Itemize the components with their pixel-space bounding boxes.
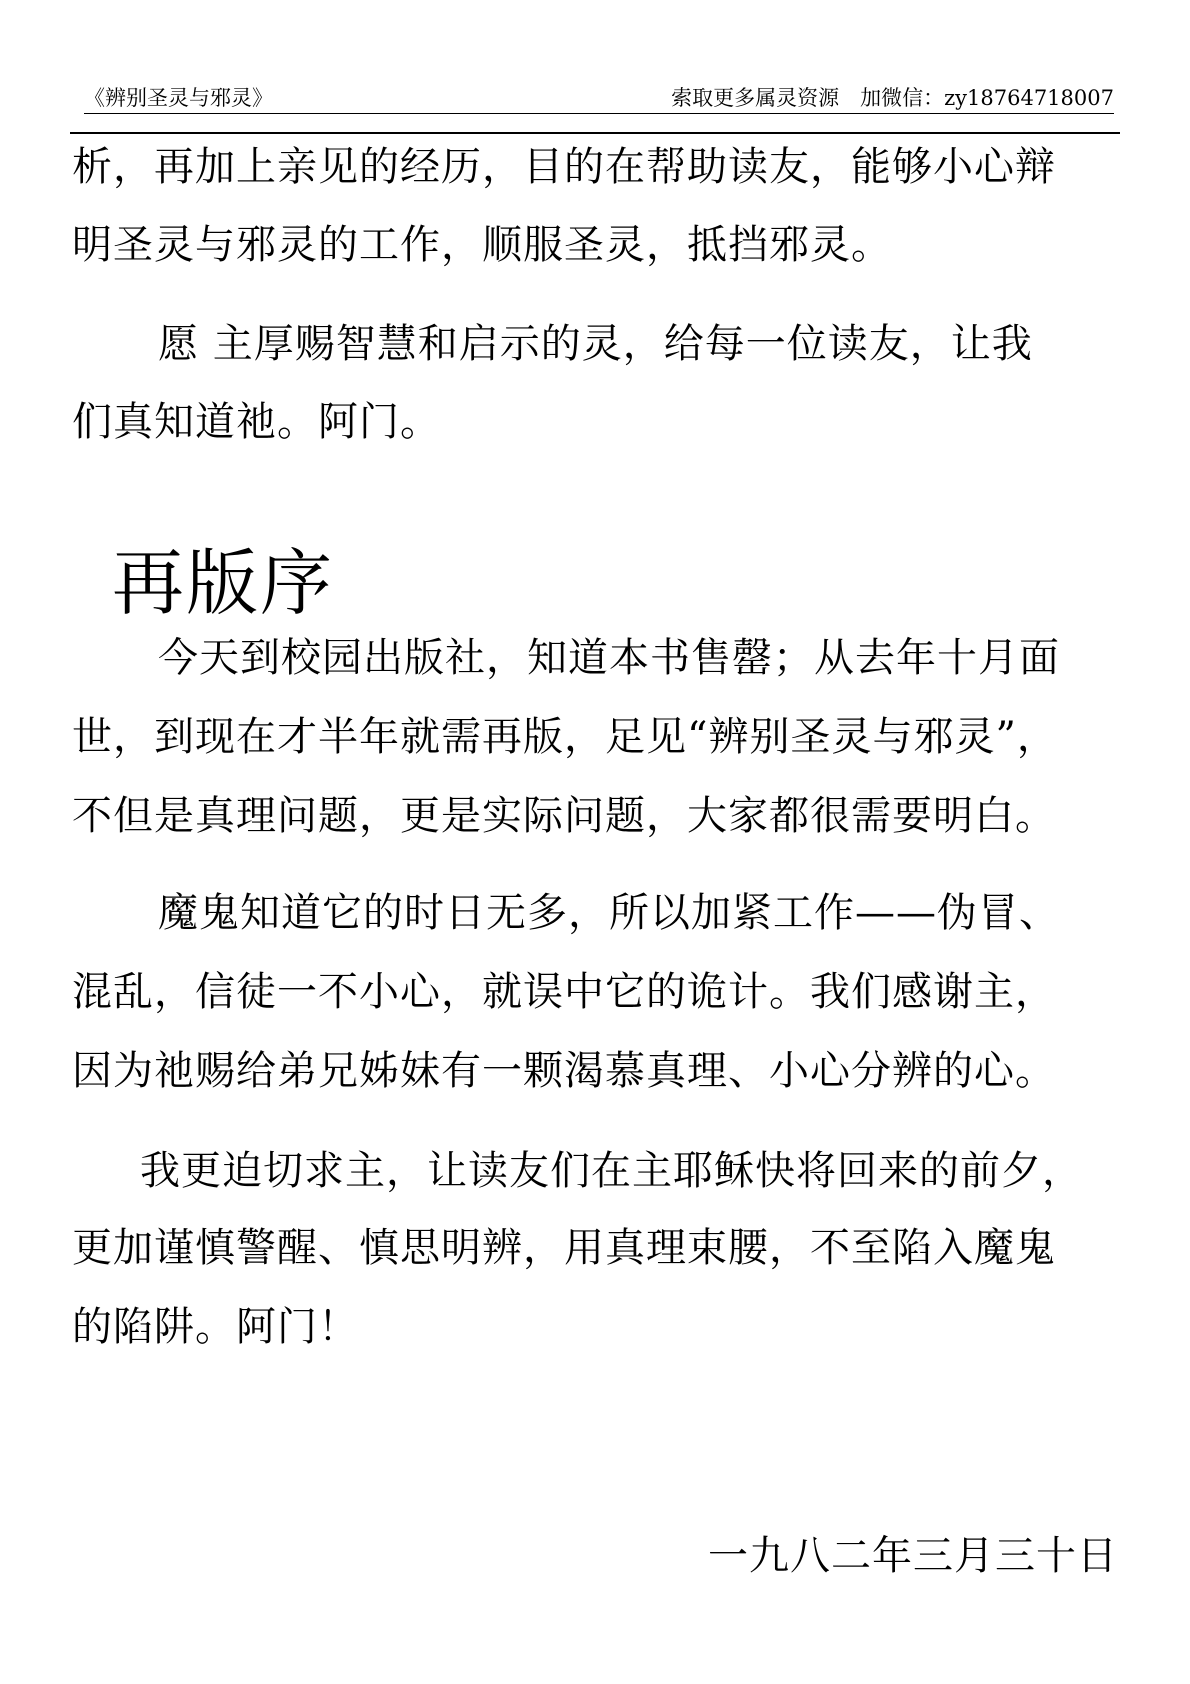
section-title: 再版序 <box>112 541 335 625</box>
header-book-title: 《辨别圣灵与邪灵》 <box>84 86 273 110</box>
paragraph-1-line-1: 析，再加上亲见的经历，目的在帮助读友，能够小心辩 <box>72 144 1056 190</box>
paragraph-5-line-2: 更加谨慎警醒、慎思明辨，用真理束腰，不至陷入魔鬼 <box>72 1225 1056 1271</box>
paragraph-4-line-2: 混乱，信徒一不小心，就误中它的诡计。我们感谢主， <box>72 969 1056 1015</box>
paragraph-3-line-2: 世，到现在才半年就需再版，足见“辨别圣灵与邪灵”， <box>72 714 1058 760</box>
signature-date: 一九八二年三月三十日 <box>708 1533 1118 1579</box>
header-divider <box>70 132 1120 134</box>
paragraph-3-line-1: 今天到校园出版社，知道本书售罄；从去年十月面 <box>158 635 1060 681</box>
paragraph-5-line-3: 的陷阱。阿门！ <box>72 1304 359 1350</box>
header-contact: 索取更多属灵资源 加微信：zy18764718007 <box>671 86 1114 110</box>
paragraph-4-line-3: 因为祂赐给弟兄姊妹有一颗渴慕真理、小心分辨的心。 <box>72 1048 1056 1094</box>
paragraph-5-line-1: 我更迫切求主，让读友们在主耶稣快将回来的前夕， <box>140 1148 1083 1194</box>
page-header <box>84 83 1114 114</box>
paragraph-3-line-3: 不但是真理问题，更是实际问题，大家都很需要明白。 <box>72 793 1056 839</box>
paragraph-2-line-1: 愿 主厚赐智慧和启示的灵，给每一位读友，让我 <box>158 321 1033 367</box>
paragraph-1-line-2: 明圣灵与邪灵的工作，顺服圣灵，抵挡邪灵。 <box>72 222 892 268</box>
paragraph-4-line-1: 魔鬼知道它的时日无多，所以加紧工作——伪冒、 <box>158 890 1060 936</box>
paragraph-2-line-2: 们真知道祂。阿门。 <box>72 399 441 445</box>
